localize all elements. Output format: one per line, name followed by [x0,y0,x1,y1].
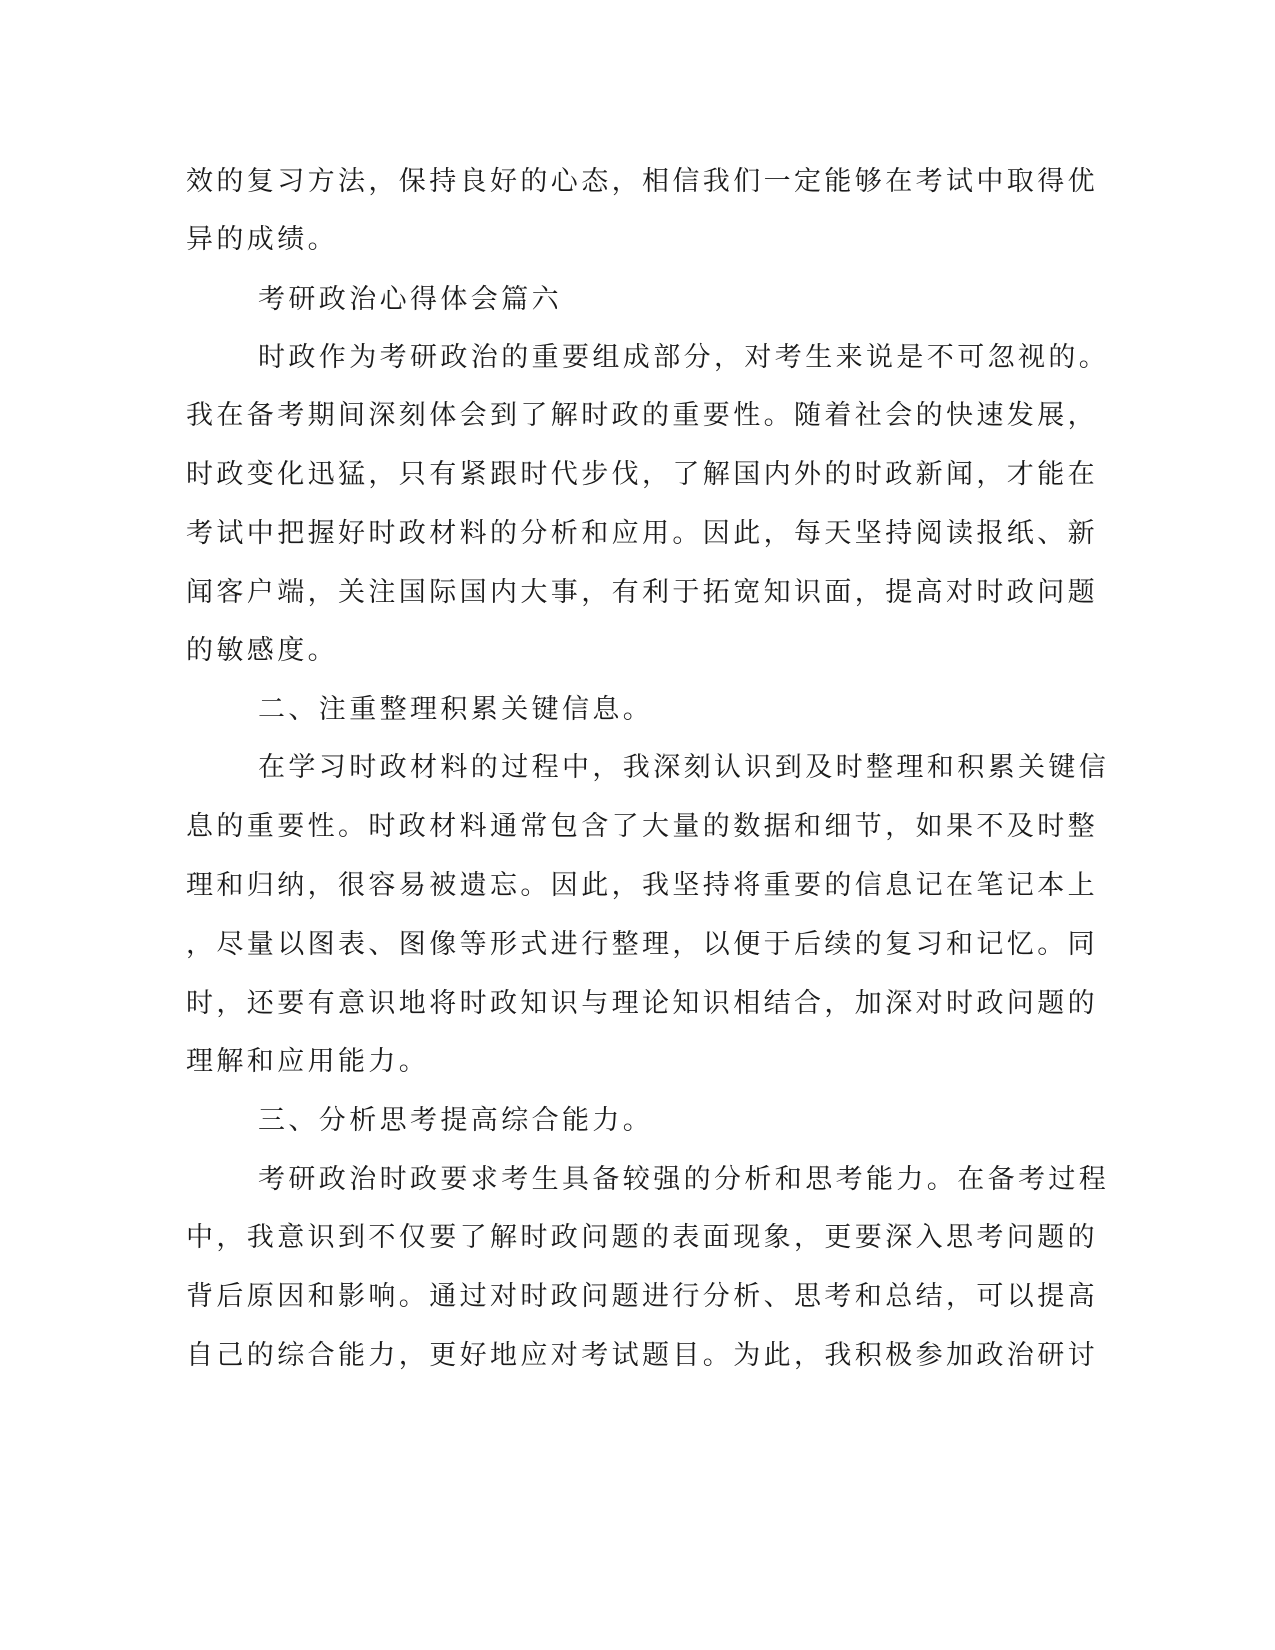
paragraph-start: 在学习时政材料的过程中，我深刻认识到及时整理和积累关键信 [258,752,1110,783]
text-line: 异的成绩。 [186,224,338,255]
text-line: 理解和应用能力。 [186,1046,430,1077]
text-line: 的敏感度。 [186,635,338,666]
section-heading: 考研政治心得体会篇六 [258,284,562,315]
text-line: 时政变化迅猛，只有紧跟时代步伐，了解国内外的时政新闻，才能在 [186,459,1098,490]
text-line: 中，我意识到不仅要了解时政问题的表面现象，更要深入思考问题的 [186,1222,1098,1253]
text-line: 自己的综合能力，更好地应对考试题目。为此，我积极参加政治研讨 [186,1340,1098,1371]
paragraph-start: 考研政治时政要求考生具备较强的分析和思考能力。在备考过程 [258,1164,1110,1195]
paragraph-start: 时政作为考研政治的重要组成部分，对考生来说是不可忽视的。 [258,342,1110,373]
subheading: 三、分析思考提高综合能力。 [258,1105,654,1136]
text-line: 息的重要性。时政材料通常包含了大量的数据和细节，如果不及时整 [186,811,1098,842]
text-line: 考试中把握好时政材料的分析和应用。因此，每天坚持阅读报纸、新 [186,518,1098,549]
text-line: 背后原因和影响。通过对时政问题进行分析、思考和总结，可以提高 [186,1281,1098,1312]
text-line: 我在备考期间深刻体会到了解时政的重要性。随着社会的快速发展， [186,400,1098,431]
subheading: 二、注重整理积累关键信息。 [258,694,654,725]
text-line: 时，还要有意识地将时政知识与理论知识相结合，加深对时政问题的 [186,988,1098,1019]
text-line: 闻客户端，关注国际国内大事，有利于拓宽知识面，提高对时政问题 [186,577,1098,608]
text-line: 效的复习方法，保持良好的心态，相信我们一定能够在考试中取得优 [186,166,1098,197]
text-line: ，尽量以图表、图像等形式进行整理，以便于后续的复习和记忆。同 [186,929,1098,960]
text-line: 理和归纳，很容易被遗忘。因此，我坚持将重要的信息记在笔记本上 [186,870,1098,901]
